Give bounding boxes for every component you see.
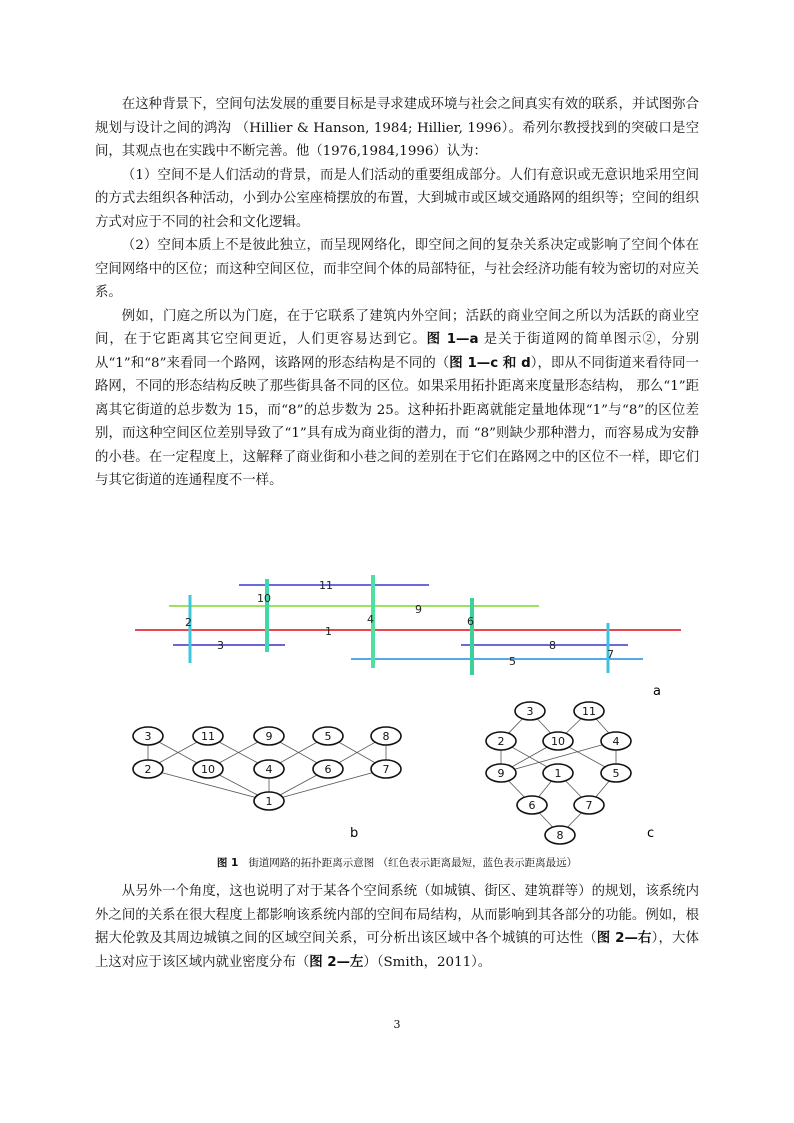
- panel-b-node-label-9: 9: [265, 730, 273, 743]
- paragraph-p5: [95, 880, 699, 974]
- street-label-8: 8: [549, 639, 556, 652]
- panel-c-node-label-10: 10: [551, 735, 565, 748]
- figure-reference: 图 1—a: [426, 332, 479, 347]
- paragraph-p4: [95, 305, 699, 493]
- panel-c-node-label-8: 8: [556, 829, 564, 842]
- panel-b-node-label-11: 11: [201, 730, 215, 743]
- panel-c-node-label-6: 6: [528, 799, 536, 812]
- paragraph-text: （2）空间本质上不是彼此独立，而呈现网络化，即空间之间的复杂关系决定或影响了空间个体在空间网络中的区位；而这种空间区位，而非空间个体的局部特征，与社会经济功能有较为密切的对应关系。: [95, 238, 699, 300]
- panel-b-node-label-4: 4: [265, 763, 273, 776]
- figure-reference: 图 1—c 和 d: [449, 355, 531, 371]
- panel-b-node-label-2: 2: [144, 763, 152, 776]
- panel-c-graph: [486, 702, 631, 844]
- panel-b-node-label-3: 3: [144, 730, 152, 743]
- figure-caption-text: 街道网路的拓扑距离示意图 （红色表示距离最短，蓝色表示距离最远）: [248, 857, 578, 869]
- street-label-4: 4: [367, 613, 374, 626]
- paragraph-text: ），大体上这对应于该区域内就业密度分布（: [95, 931, 699, 970]
- panel-b-node-label-5: 5: [324, 730, 332, 743]
- panel-c-node-label-3: 3: [526, 705, 534, 718]
- panel-b-node-label-1: 1: [265, 795, 273, 808]
- panel-c-node-label-11: 11: [582, 705, 596, 718]
- panel-c-node-label-4: 4: [612, 735, 620, 748]
- panel-c-node-label-1: 1: [554, 767, 562, 780]
- panel-b-graph: [133, 727, 401, 810]
- paragraph-text: ）（Smith，2011）。: [363, 954, 492, 970]
- paragraph-text: （1）空间不是人们活动的背景，而是人们活动的重要组成部分。人们有意识或无意识地采用空间的方式去组织各种活动，小到办公室座椅摆放的布置，大到城市或区域交通路网的组织等；空间的组织方式对应于不同的社会和文化逻辑。: [95, 167, 699, 230]
- panel-a-label: a: [653, 684, 661, 699]
- panel-c-node-label-9: 9: [497, 767, 505, 780]
- street-label-10: 10: [257, 592, 271, 605]
- panel-b-node-label-7: 7: [382, 763, 390, 776]
- street-label-6: 6: [467, 615, 474, 628]
- street-label-1: 1: [325, 625, 332, 638]
- body-text-bottom: [95, 880, 699, 974]
- figure-caption-label: 图 1: [216, 857, 239, 869]
- paragraph-p3: [95, 234, 699, 305]
- panel-c-node-label-7: 7: [585, 799, 593, 812]
- paragraph-p1: [95, 93, 699, 164]
- paragraph-p2: [95, 164, 699, 235]
- panel-b-label: b: [350, 826, 359, 841]
- panel-c-node-label-5: 5: [612, 767, 620, 780]
- body-text-top: [95, 93, 699, 493]
- street-label-11: 11: [319, 579, 333, 592]
- paragraph-text: 例如，门庭之所以为门庭，在于它联系了建筑内外空间；活跃的商业空间之所以为活跃的商业空间，在于它距离其它空间更近，人们更容易达到它。: [95, 308, 699, 347]
- street-label-3: 3: [217, 639, 224, 652]
- paragraph-text: 在这种背景下，空间句法发展的重要目标是寻求建成环境与社会之间真实有效的联系，并试图弥合规划与设计之间的鸿沟 （Hillier & Hanson, 1984; Hillier, 1996）。希列尔教授找到的突破口是空间，其观点也在实践中不断完善。他（1976,1984,1996）认为：: [95, 97, 699, 159]
- figure-reference: 图 2—右: [596, 931, 652, 946]
- panel-c-node-label-2: 2: [497, 735, 505, 748]
- street-label-5: 5: [509, 655, 516, 668]
- street-label-2: 2: [185, 616, 192, 629]
- panel-b-node-label-8: 8: [382, 730, 390, 743]
- figure-1: [95, 565, 699, 855]
- paragraph-text: ），即从不同街道来看待同一路网，不同的形态结构反映了那些街具备不同的区位。如果采用拓扑距离来度量形态结构， 那么“1”距离其它街道的总步数为 15，而“8”的总步数为 25。这种拓扑距离就能定量地体现“1”与“8”的区位差别，而这种空间区位差别导致了“1”具有成为商业街的潜力，而 “8”则缺少那种潜力，而容易成为安静的小巷。在一定程度上，这解释了商业街和小巷之间的差别在于它们在路网之中的区位不一样，即它们与其它街道的连通程度不一样。: [95, 355, 700, 488]
- page-number: 3: [393, 1018, 401, 1031]
- panel-a-street-map: [135, 575, 681, 675]
- panel-c-label: c: [647, 826, 655, 841]
- street-network-figure: [95, 565, 699, 855]
- street-label-9: 9: [415, 603, 422, 616]
- paragraph-text: 从另外一个角度，这也说明了对于某各个空间系统（如城镇、街区、建筑群等）的规划，该系统内外之间的关系在很大程度上都影响该系统内部的空间布局结构，从而影响到其各部分的功能。例如，根据大伦敦及其周边城镇之间的区域空间关系，可分析出该区域中各个城镇的可达性（: [95, 884, 699, 946]
- paragraph-text: 是关于街道网的简单图示②，分别从“1”和“8”来看同一个路网，该路网的形态结构是不同的（: [95, 332, 700, 371]
- panel-b-node-label-6: 6: [324, 763, 332, 776]
- figure-reference: 图 2—左: [309, 954, 364, 970]
- street-label-7: 7: [607, 648, 614, 661]
- figure-caption: [0, 855, 794, 870]
- panel-b-node-label-10: 10: [201, 763, 215, 776]
